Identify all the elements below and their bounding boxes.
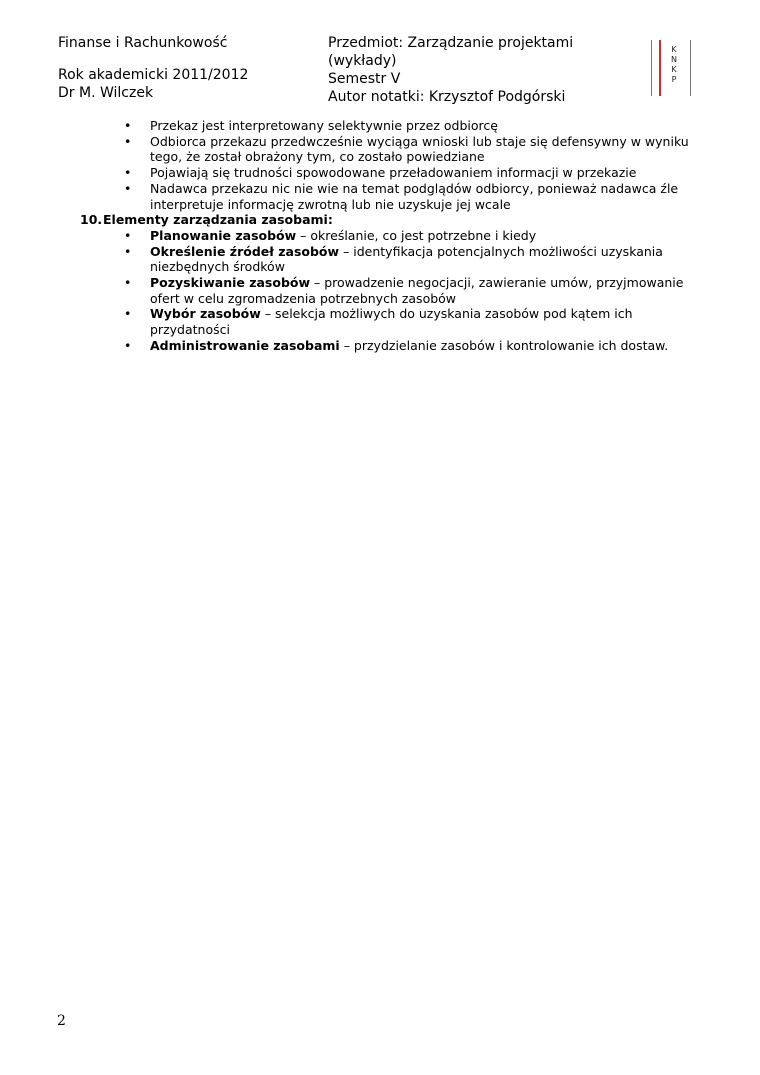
term: Planowanie zasobów <box>150 227 297 243</box>
term-description: – prowadzenie negocjacji, zawieranie umów, przyjmowanie ofert w celu zgromadzenia potrzebnych zasobów <box>150 275 684 306</box>
list-item <box>0 306 760 337</box>
header-middle <box>328 36 573 104</box>
bullet-icon: • <box>124 306 132 322</box>
list-item <box>0 244 760 275</box>
list-item <box>0 275 760 306</box>
term-description: – określanie, co jest potrzebne i kiedy <box>296 227 537 243</box>
page-body <box>0 118 760 354</box>
section-heading <box>0 212 760 228</box>
note-author: Autor notatki: Krzysztof Podgórski <box>328 89 566 105</box>
term: Określenie źródeł zasobów <box>150 243 340 259</box>
logo-line-red <box>659 40 661 96</box>
faculty-name: Finanse i Rachunkowość <box>58 35 228 51</box>
bullet-icon: • <box>124 337 132 353</box>
logo-letter: K <box>671 45 677 54</box>
list-item-text: Nadawca przekazu nic nie wie na temat podglądów odbiorcy, ponieważ nadawca źle interpretuje informację zwrotną lub nie uzyskuje jej wcale <box>150 180 679 212</box>
term: Wybór zasobów <box>150 306 261 322</box>
page-number: 2 <box>57 1013 66 1029</box>
bullet-icon: • <box>124 180 132 196</box>
logo-line-right <box>690 40 691 96</box>
list-item-text: Odbiorca przekazu przedwcześnie wyciąga wnioski lub staje się defensywny w wyniku tego, że został obrażony tym, co zostało powiedziane <box>150 133 689 165</box>
subject-title: Przedmiot: Zarządzanie projektami <box>328 35 574 51</box>
bullet-icon: • <box>124 165 132 181</box>
bullet-icon: • <box>124 118 132 133</box>
header-left <box>58 36 248 100</box>
list-item <box>0 165 760 181</box>
lecturer-name: Dr M. Wilczek <box>58 85 154 101</box>
list-item <box>0 228 760 244</box>
subject-type: (wykłady) <box>328 53 397 69</box>
bullet-icon: • <box>124 275 132 291</box>
logo-letter: K <box>671 65 677 74</box>
list-item <box>0 118 760 134</box>
communication-barriers-list <box>0 118 760 212</box>
logo-letter: N <box>671 55 677 64</box>
term-description: – przydzielanie zasobów i kontrolowanie ich dostaw. <box>339 337 669 353</box>
bullet-icon: • <box>124 243 132 259</box>
term-description: – selekcja możliwych do uzyskania zasobów pod kątem ich przydatności <box>150 306 633 338</box>
bullet-icon: • <box>124 227 132 243</box>
list-item <box>0 134 760 165</box>
bullet-icon: • <box>124 133 132 149</box>
logo-letter: P <box>671 75 677 84</box>
resource-management-list <box>0 228 760 354</box>
academic-year: Rok akademicki 2011/2012 <box>58 67 249 83</box>
logo-line-left <box>651 40 652 96</box>
list-item <box>0 181 760 212</box>
semester: Semestr V <box>328 71 401 87</box>
term: Pozyskiwanie zasobów <box>150 275 311 291</box>
list-item-text: Przekaz jest interpretowany selektywnie przez odbiorcę <box>150 118 498 133</box>
list-item <box>0 338 760 354</box>
knkp-logo <box>651 40 693 96</box>
logo-letters <box>667 45 681 85</box>
section-title: Elementy zarządzania zasobami: <box>103 212 333 228</box>
term-description: – identyfikacja potencjalnych możliwości uzyskania niezbędnych środków <box>150 243 663 275</box>
section-number: 10. <box>80 212 103 228</box>
term: Administrowanie zasobami <box>150 337 340 353</box>
list-item-text: Pojawiają się trudności spowodowane przeładowaniem informacji w przekazie <box>150 165 637 181</box>
